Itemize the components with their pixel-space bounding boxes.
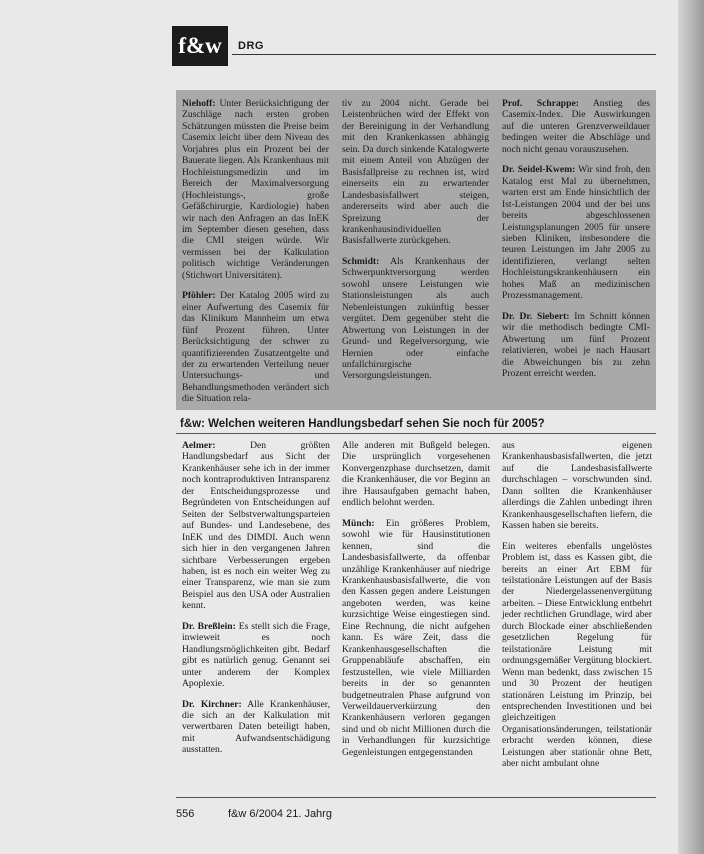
lower-column-2 [342, 440, 490, 767]
journal-issue: f&w 6/2004 21. Jahrg [228, 808, 332, 820]
box-column-1 [182, 98, 329, 414]
header-rule [232, 54, 656, 55]
paragraph-text: Der Katalog 2005 wird zu einer Aufwertung des Casemix für das Klinikum Mannheim um etwa fünf Prozent führen. Unter Berücksichtigung der schwer zu quantifizierenden Zusatzentgelte und der zu erwartenden Verteilung neuer Untersuchungs- und Behandlungsmethoden verändert sich die Situation rela- [182, 290, 329, 405]
page-number: 556 [176, 808, 195, 820]
speaker-name: Niehoff: [182, 98, 216, 109]
paragraph [182, 98, 329, 281]
paragraph [502, 440, 652, 532]
paragraph-text: aus eigenen Krankenhausbasisfallwerten, die jetzt auf die Landesbasisfallwerte durchschlagen – vorschwunden sind. Dann sollten die Krankenhäuser allerdings die Zahlen unbedingt ihren Krankenhausgesellschaften liefern, die Kassen haben sie bereits. [502, 440, 652, 532]
speaker-name: Münch: [342, 517, 375, 529]
speaker-name: Pföhler: [182, 290, 216, 302]
paragraph [502, 98, 650, 155]
paragraph-text: Als Krankenhaus der Schwerpunktversorgung werden sowohl unsere Leistungen wie Stationsleistungen als auch Nebenleistungen zukünftig besser vergütet. Dem gegenüber steht die Abwertung von Leistungen in der Grund- und Regelversorgung, wie Hernien oder einfache unfallchirurgische Versorgungsleistungen. [342, 255, 489, 382]
paragraph [502, 164, 650, 301]
paragraph [182, 440, 330, 612]
paragraph-text: tiv zu 2004 nicht. Gerade bei Leistenbrüchen wird der Effekt von der Bereinigung in der Verhandlung mit den Krankenkassen abhängig sein. Da durch sinkende Katalogwerte mit einem Anteil von Abzügen der Basisfallpreise zu rechnen ist, wird einerseits ein zu erwartender Landesbasisfallwert steigen, andererseits wird aber auch die Spreizung der krankenhausindividuellen Basisfallwerte zurückgehen. [342, 98, 489, 247]
speaker-name: Schmidt: [342, 255, 380, 267]
speaker-name: Dr. Seidel-Kwem: [502, 164, 576, 176]
lower-column-1 [182, 440, 330, 765]
box-column-2 [342, 98, 489, 391]
section-label: DRG [238, 40, 264, 52]
footer-rule [176, 797, 656, 798]
paragraph [342, 518, 490, 759]
interview-question: f&w: Welchen weiteren Handlungsbedarf sehen Sie noch für 2005? [180, 418, 545, 430]
question-rule [176, 433, 656, 434]
paragraph [182, 290, 329, 405]
paragraph [182, 621, 330, 690]
paragraph-text: Unter Berücksichtigung der Zuschläge nach ersten groben Schätzungen müssten die Preise beim Casemix leicht über dem Niveau des Vorjahres plus ein Prozent bei der Bauerate liegen. Als Krankenhaus mit Hochleistungsmedizin und im Bereich der Maximalversorgung (Hochleistungs-, große Gefäßchirurgie, Kardiologie) haben wir nach den Anfragen an das InEK im September diesen gesehen, dass die CMI steigen würde. Wir vermissen bei der Kalkulation politisch wichtige Veränderungen (Stichwort Universitäten). [182, 98, 329, 281]
paragraph-text: Anstieg des Casemix-Index. Die Auswirkungen auf die unteren Grenzverweildauer bedingen weiter die Abschläge und noch nicht genau vorauszusehen. [502, 98, 650, 155]
paragraph [502, 541, 652, 770]
paragraph-text: Wir sind froh, den Katalog erst Mal zu übernehmen, warten erst am Ende hinsichtlich der Ist-Leistungen 2004 und der bei uns bereits abgeschlossenen Leistungsplanungen 2005 für unsere sieben Kliniken, insbesondere die teuren Leistungen im Jahr 2005 zu identifizieren, verlangt selten Hochleistungskrankenhäusern ein hohes Maß an medizinischen Prozessmanagement. [502, 164, 651, 302]
paragraph-text: Im Schnitt können wir die methodisch bedingte CMI-Abwertung um fünf Prozent relativieren, wobei je nach Hausart die Abweichungen bis zu zehn Prozent erreicht werden. [502, 310, 650, 379]
paragraph-text: Alle Krankenhäuser, die sich an der Kalkulation mit verwertbaren Daten beteiligt haben, mit Aufwandsentschädigung ausstatten. [182, 698, 330, 756]
lower-column-3 [502, 440, 652, 779]
speaker-name: Dr. Breßlein: [182, 620, 236, 632]
paragraph [342, 440, 490, 509]
paragraph-text: Ein weiteres ebenfalls ungelöstes Problem ist, dass es Kassen gibt, die bereits an einer Art EBM für teilstationäre Leistungen auf der Basis der Niedergelassenenvergütung arbeiten. – Diese Entwicklung entbehrt jeder rechtlichen Grundlage, wird aber durch Blockade einer abschließenden gesetzlichen Regelung für teilstationäre Leistung mit ordnungsgemäßer Vergütung blockiert. Wenn man bedenkt, dass zwischen 15 und 30 Prozent der heutigen stationären Leistung im Prinzip, bei entsprechenden Investitionen und bei gleichzeitigen Organisationsänderungen, teilstationär erbracht werden können, diese Leistungen aber stationär ohne Bett, aber nicht ambulant ohne [502, 540, 652, 770]
paragraph [182, 699, 330, 756]
paragraph-text: Ein größeres Problem, sowohl wie für Hausinstitutionen kennen, sind die Landesbasisfallwerte, da offenbar unzählige Krankenhäuser auf niedrige Krankenhausbasisfallwerte, die von den Kassen gegen andere Leistungen angeboten werden, was keine kurzsichtige Weise eingestiegen sind. Eine Rechnung, die nicht aufgehen kann. Es wäre Zeit, dass die Krankenhausgesellschaften die Gruppenabläufe abschaffen, ein festzustellen, wie viele Milliarden bereits in der so genannten budgetneutralen Phase aufgrund von Verweildauerverkürzung den Krankenhäusern verloren gegangen sind und ob nicht Millionen durch die in Verhandlungen für kurzsichtige Gegenleistungen entgegenstanden [342, 517, 490, 758]
paragraph [502, 311, 650, 380]
highlight-box [176, 90, 656, 410]
box-column-3 [502, 98, 650, 388]
speaker-name: Dr. Dr. Siebert: [502, 310, 570, 322]
paragraph [342, 256, 489, 382]
paragraph-text: Alle anderen mit Bußgeld belegen. Die ursprünglich vorgesehenen Konvergenzphase durchsetzen, damit die Krankenhäuser, die vor Beginn an ihre Hausaufgaben gemacht haben, endlich belohnt werden. [342, 440, 490, 509]
speaker-name: Dr. Kirchner: [182, 698, 242, 710]
paragraph-text: Es stellt sich die Frage, inwieweit es noch Handlungsmöglichkeiten gibt. Bedarf gibt es natürlich genug. Genannt sei unter anderem der Komplex Apoplexie. [182, 620, 330, 690]
speaker-name: Aelmer: [182, 440, 216, 451]
paragraph [342, 98, 489, 247]
paragraph-text: Den größten Handlungsbedarf aus Sicht der Krankenhäuser sehe ich in der immer noch kontraproduktiven Intransparenz der Entscheidungsprozesse und Begründeten von Entscheidungen auf Seiten der Selbstverwaltungsparteien auf Bundes- und Landesebene, des InEK und des DIMDI. Auch wenn sich hier in den vergangenen Jahren sichtbare Verbesserungen ergeben haben, ist es noch ein weiter Weg zu einer Transparenz, wie man sie zum Beispiel aus den USA oder Australien kennt. [182, 440, 330, 612]
journal-logo: f&w [172, 26, 228, 66]
speaker-name: Prof. Schrappe: [502, 98, 579, 109]
scan-shadow [678, 0, 704, 854]
